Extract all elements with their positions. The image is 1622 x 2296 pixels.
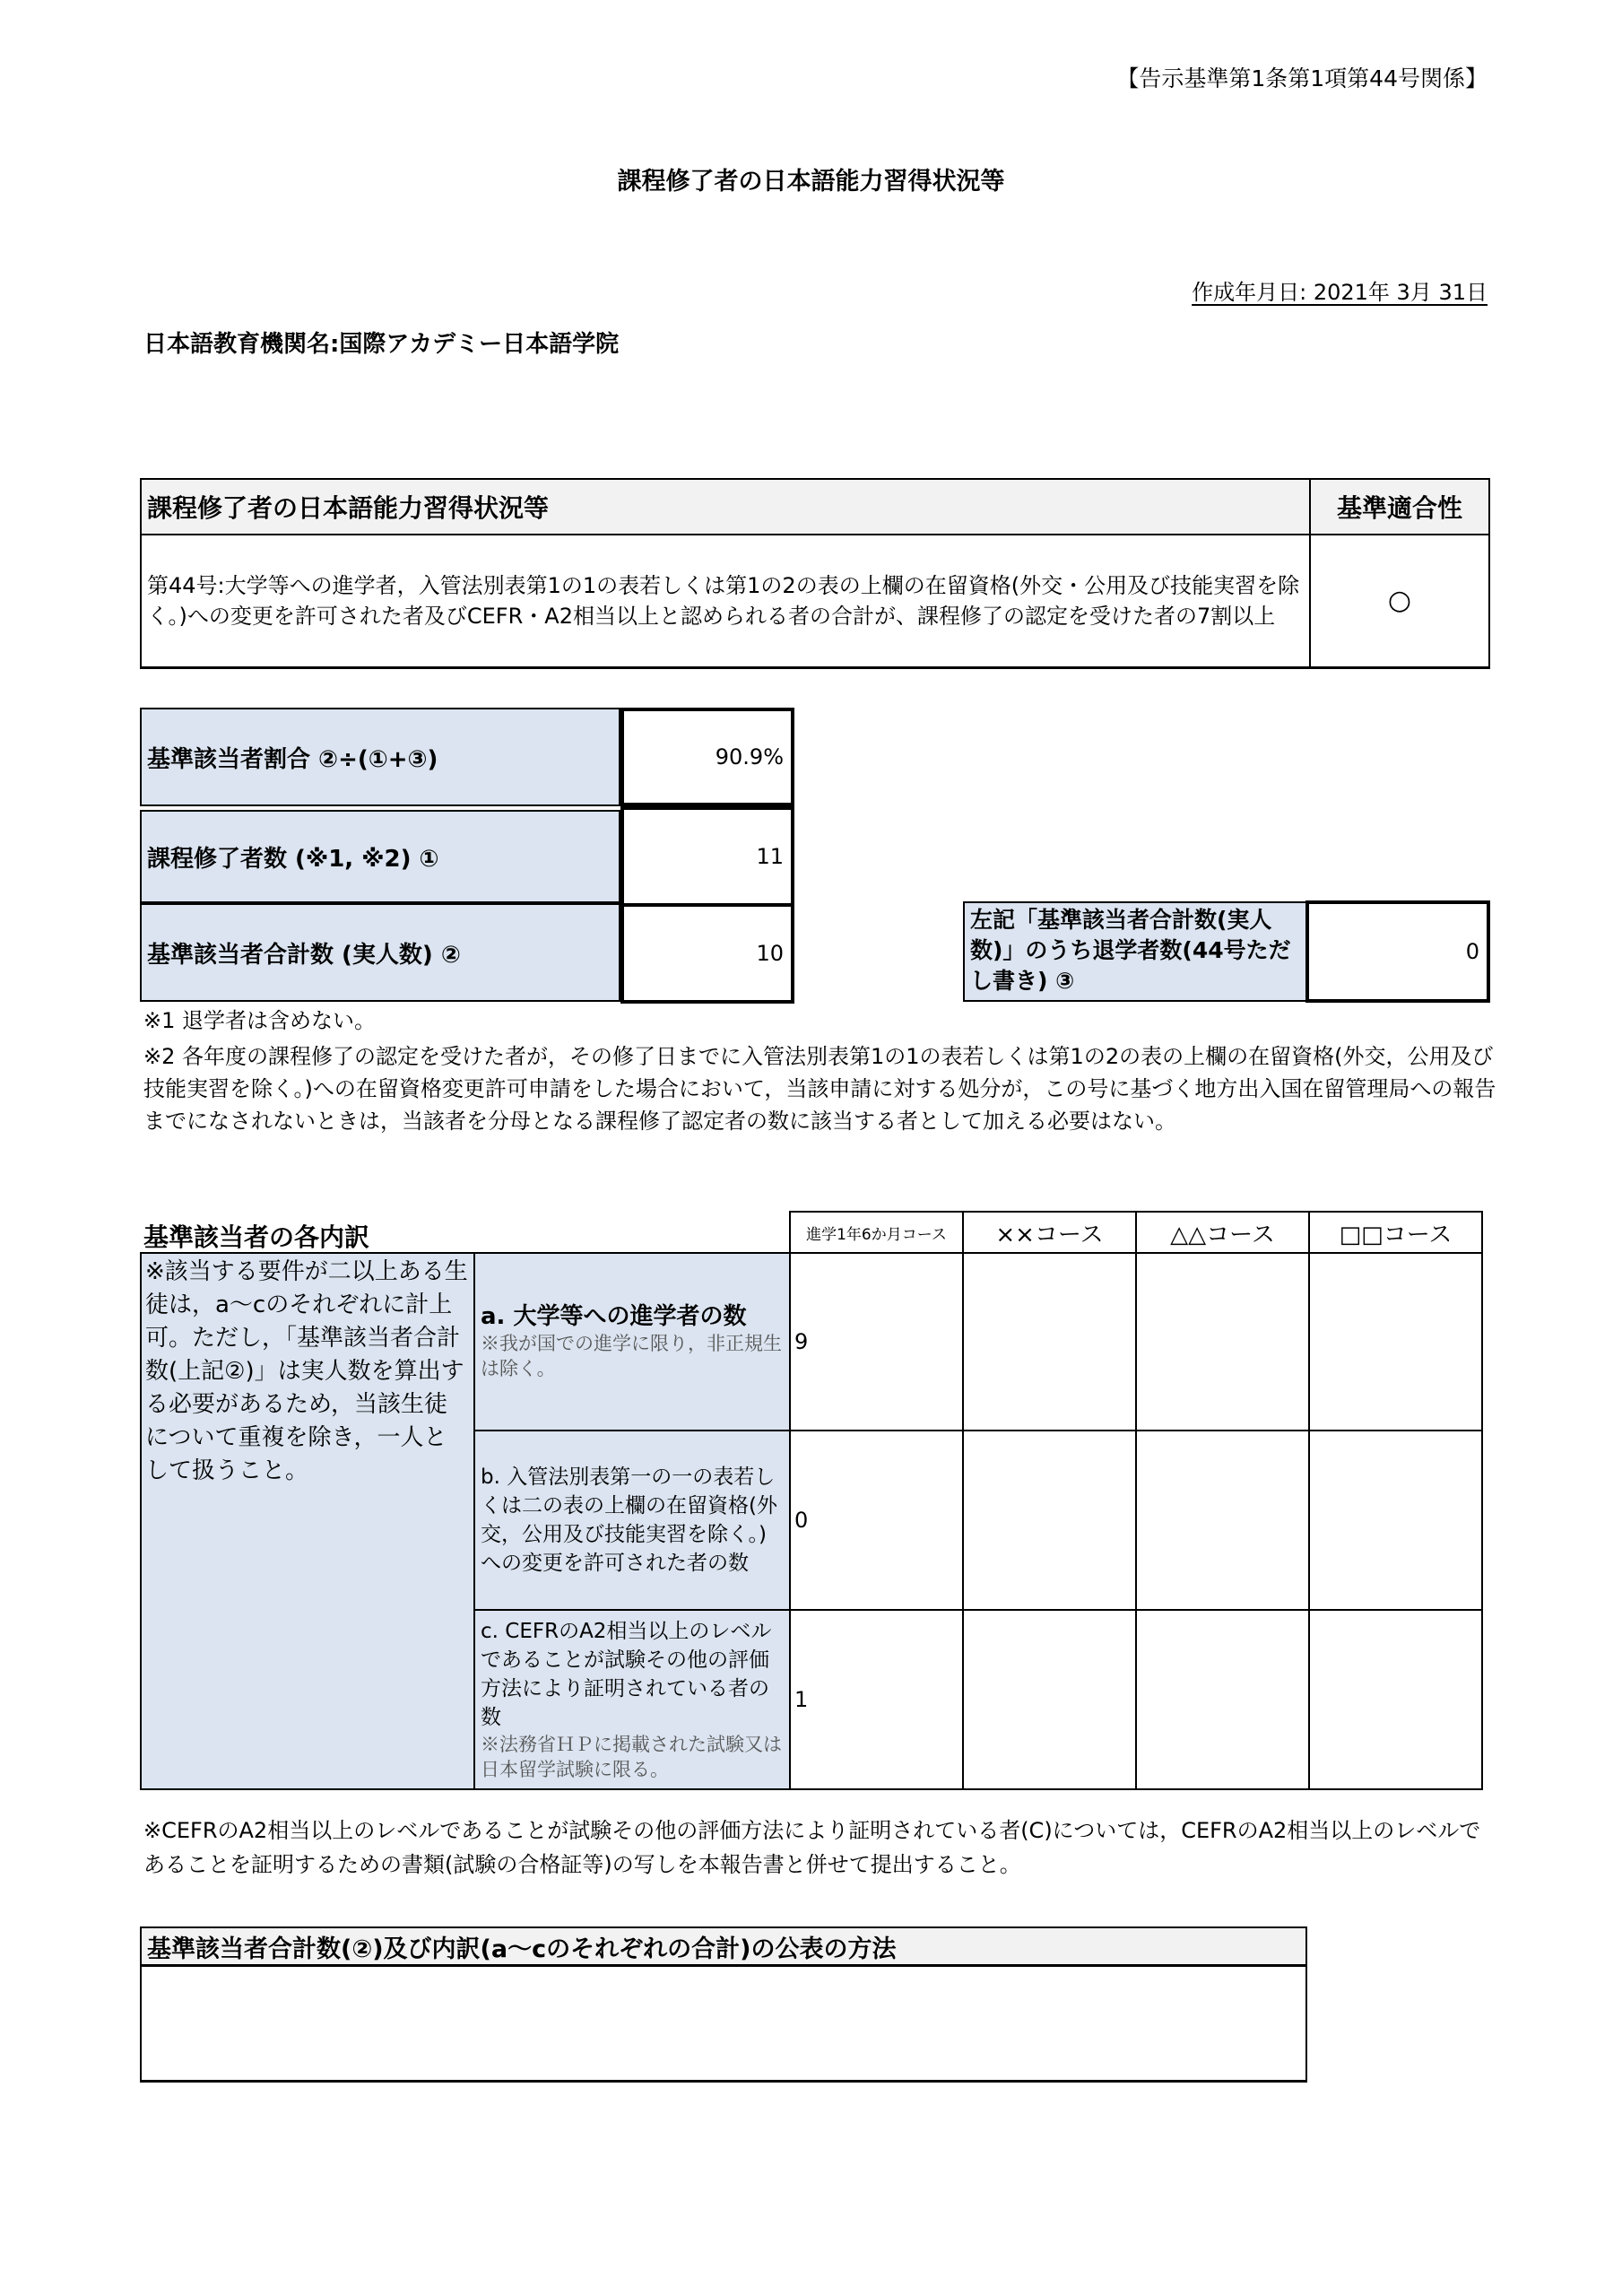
requirement-a: [474, 1253, 790, 1431]
value-cell[interactable]: [963, 1431, 1136, 1610]
value-cell[interactable]: 9: [790, 1253, 963, 1431]
course-header: 進学1年6か月コース: [790, 1212, 963, 1253]
criteria-description: 第44号:大学等への進学者，入管法別表第1の1の表若しくは第1の2の表の上欄の在留資格(外交・公用及び技能実習を除く。)への変更を許可された者及びCEFR・A2相当以上と認められる者の合計が、課程修了の認定を受けた者の7割以上: [141, 535, 1310, 668]
value-cell[interactable]: [963, 1253, 1136, 1431]
value-cell[interactable]: 1: [790, 1610, 963, 1789]
requirement-c-note: ※法務省ＨＰに掲載された試験又は日本留学試験に限る。: [481, 1734, 782, 1780]
criteria-header: 課程修了者の日本語能力習得状況等: [141, 479, 1310, 535]
course-header: △△コース: [1136, 1212, 1309, 1253]
ratio-label: 基準該当者割合 ②÷(①+③): [140, 708, 620, 806]
duplicate-count-note: ※該当する要件が二以上ある生徒は，a～cのそれぞれに計上可。ただし，「基準該当者合計数(上記②)」は実人数を算出する必要があるため，当該生徒について重複を除き，一人として扱うこと。: [141, 1253, 474, 1789]
conformity-header: 基準適合性: [1310, 479, 1489, 535]
requirement-a-label: a. 大学等への進学者の数: [481, 1303, 747, 1330]
ratio-value[interactable]: 90.9%: [620, 708, 794, 806]
criteria-table: [140, 478, 1490, 669]
document-title: 課程修了者の日本語能力習得状況等: [617, 168, 1005, 196]
publication-method-header: 基準該当者合計数(②)及び内訳(a～cのそれぞれの合計)の公表の方法: [141, 1927, 1306, 1966]
value-cell[interactable]: [1136, 1431, 1309, 1610]
value-cell[interactable]: [1136, 1610, 1309, 1789]
requirement-a-note: ※我が国での進学に限り，非正規生は除く。: [481, 1333, 782, 1379]
value-cell[interactable]: [1136, 1253, 1309, 1431]
value-cell[interactable]: 0: [790, 1431, 963, 1610]
completers-label: 課程修了者数 (※1, ※2) ①: [140, 810, 620, 903]
breakdown-table: [140, 1211, 1483, 1790]
institution-name: 日本語教育機関名:国際アカデミー日本語学院: [143, 331, 620, 358]
requirement-b-label: b. 入管法別表第一の一の表若しくは二の表の上欄の在留資格(外交，公用及び技能実習を除く。)への変更を許可された者の数: [481, 1465, 777, 1575]
requirement-b: [474, 1431, 790, 1610]
course-header: ××コース: [963, 1212, 1136, 1253]
note-1: ※1 退学者は含めない。: [143, 1008, 377, 1033]
breakdown-title: 基準該当者の各内訳: [143, 1222, 370, 1252]
eligible-total-value[interactable]: 10: [620, 903, 794, 1004]
course-header: □□コース: [1309, 1212, 1482, 1253]
cefr-note: ※CEFRのA2相当以上のレベルであることが試験その他の評価方法により証明されている者(C)については，CEFRのA2相当以上のレベルであることを証明するための書類(試験の合格証等)の写しを本報告書と併せて提出すること。: [143, 1818, 1481, 1877]
value-cell[interactable]: [1309, 1253, 1482, 1431]
regulation-reference: 【告示基準第1条第1項第44号関係】: [1116, 65, 1488, 91]
conformity-mark: ○: [1310, 535, 1489, 668]
eligible-total-label: 基準該当者合計数 (実人数) ②: [140, 903, 620, 1002]
completers-value[interactable]: 11: [620, 806, 794, 903]
value-cell[interactable]: [1309, 1610, 1482, 1789]
withdrawn-value[interactable]: 0: [1305, 900, 1490, 1003]
note-2: ※2 各年度の課程修了の認定を受けた者が，その修了日までに入管法別表第1の1の表若しくは第1の2の表の上欄の在留資格(外交，公用及び技能実習を除く。)への在留資格変更許可申請をした場合において，当該申請に対する処分が，この号に基づく地方出入国在留管理局への報告までになされないときは，当該者を分母となる課程修了認定者の数に該当する者として加える必要はない。: [143, 1044, 1496, 1134]
publication-method-table: [140, 1926, 1307, 2083]
requirement-c: [474, 1610, 790, 1789]
value-cell[interactable]: [1309, 1431, 1482, 1610]
requirement-c-label: c. CEFRのA2相当以上のレベルであることが試験その他の評価方法により証明されている者の数: [481, 1620, 772, 1729]
value-cell[interactable]: [963, 1610, 1136, 1789]
publication-method-field[interactable]: [141, 1966, 1306, 2082]
created-date: 作成年月日: 2021年 3月 31日: [1192, 280, 1488, 305]
withdrawn-label: 左記「基準該当者合計数(実人数)」のうち退学者数(44号ただし書き) ③: [963, 901, 1307, 1002]
